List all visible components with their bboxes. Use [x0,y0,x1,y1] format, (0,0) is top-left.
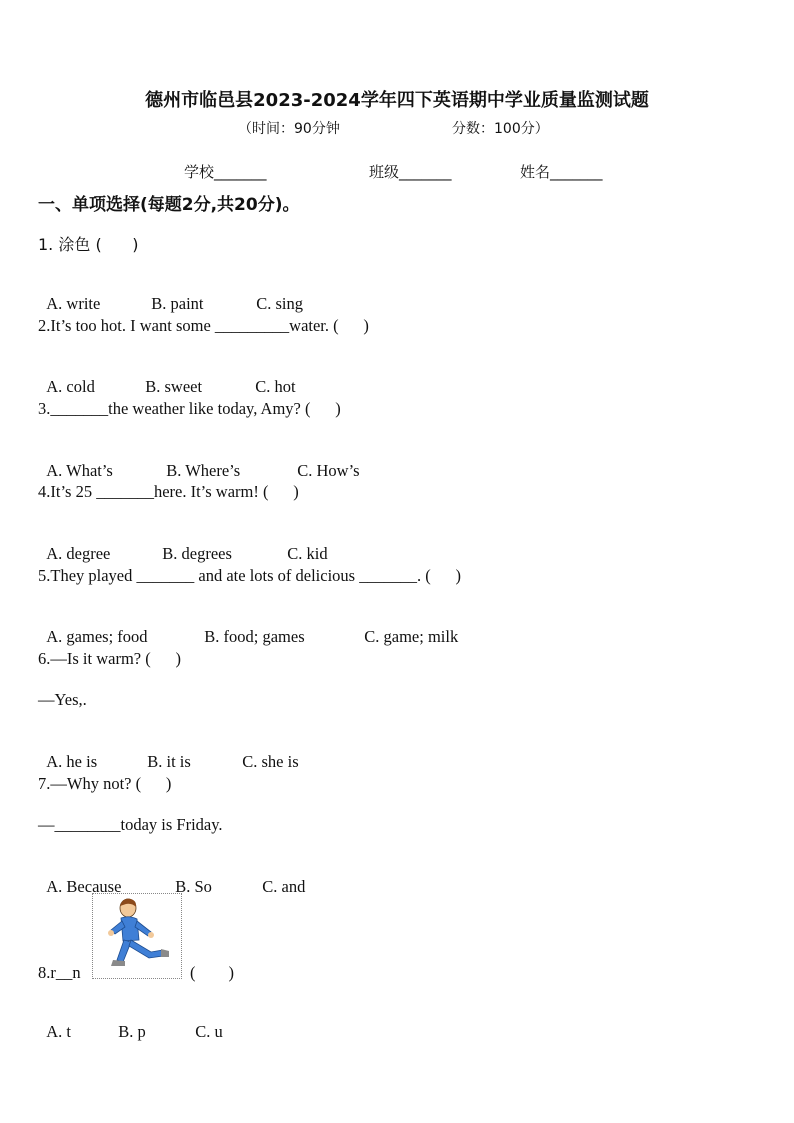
question-2-stem: 2.It’s too hot. I want some _________water. ( ) [38,316,369,335]
question-7-options [38,857,305,897]
question-4-options [38,524,328,564]
option-b[interactable]: B. Where’s [166,461,241,480]
question-8-paren[interactable]: ( ) [190,963,234,982]
question-1-options [38,274,303,314]
option-b[interactable]: B. So [175,877,212,896]
question-7-stem: 7.—Why not? ( ) [38,774,172,793]
option-a[interactable]: A. Because [46,877,122,896]
question-6-stem: 6.—Is it warm? ( ) [38,649,181,668]
option-c[interactable]: C. and [262,877,306,896]
option-c[interactable]: C. kid [287,544,328,563]
option-c[interactable]: C. u [195,1022,223,1041]
option-b[interactable]: B. degrees [162,544,232,563]
question-3-options [38,441,360,481]
option-a[interactable]: A. he is [46,752,98,771]
option-a[interactable]: A. cold [46,377,95,396]
exam-score: 分数：100分） [452,121,549,137]
option-b[interactable]: B. it is [147,752,191,771]
question-7-answer: —________today is Friday. [38,815,223,834]
question-3-stem: 3._______the weather like today, Amy? ( ) [38,399,341,418]
option-c[interactable]: C. sing [256,294,304,313]
option-c[interactable]: C. hot [255,377,296,396]
question-8-stem: 8.r__n [38,963,81,982]
class-field[interactable]: 班级_______ [369,163,452,181]
question-1-stem: 1. 涂色 ( ) [38,235,139,254]
question-6-answer: —Yes,. [38,690,87,709]
name-field[interactable]: 姓名_______ [520,163,603,181]
school-field[interactable]: 学校_______ [184,163,267,181]
running-boy-icon [93,894,181,978]
question-6-options [38,732,299,772]
option-c[interactable]: C. she is [242,752,299,771]
option-a[interactable]: A. degree [46,544,111,563]
option-b[interactable]: B. sweet [145,377,203,396]
question-4-stem: 4.It’s 25 _______here. It’s warm! ( ) [38,482,299,501]
option-a[interactable]: A. games; food [46,627,148,646]
option-b[interactable]: B. paint [151,294,204,313]
exam-time: （时间：90分钟 [238,121,340,137]
option-a[interactable]: A. write [46,294,101,313]
question-8-options [38,1002,223,1042]
question-5-stem: 5.They played _______ and ate lots of delicious _______. ( ) [38,566,461,585]
option-a[interactable]: A. t [46,1022,71,1041]
option-c[interactable]: C. game; milk [364,627,459,646]
question-2-options [38,357,296,397]
running-boy-image [92,893,182,979]
option-c[interactable]: C. How’s [297,461,360,480]
page-title: 德州市临邑县2023-2024学年四下英语期中学业质量监测试题 [145,90,649,111]
question-5-options [38,607,458,647]
option-a[interactable]: A. What’s [46,461,113,480]
option-b[interactable]: B. food; games [204,627,305,646]
section-heading: 一、单项选择(每题2分,共20分)。 [38,195,300,215]
option-b[interactable]: B. p [118,1022,146,1041]
